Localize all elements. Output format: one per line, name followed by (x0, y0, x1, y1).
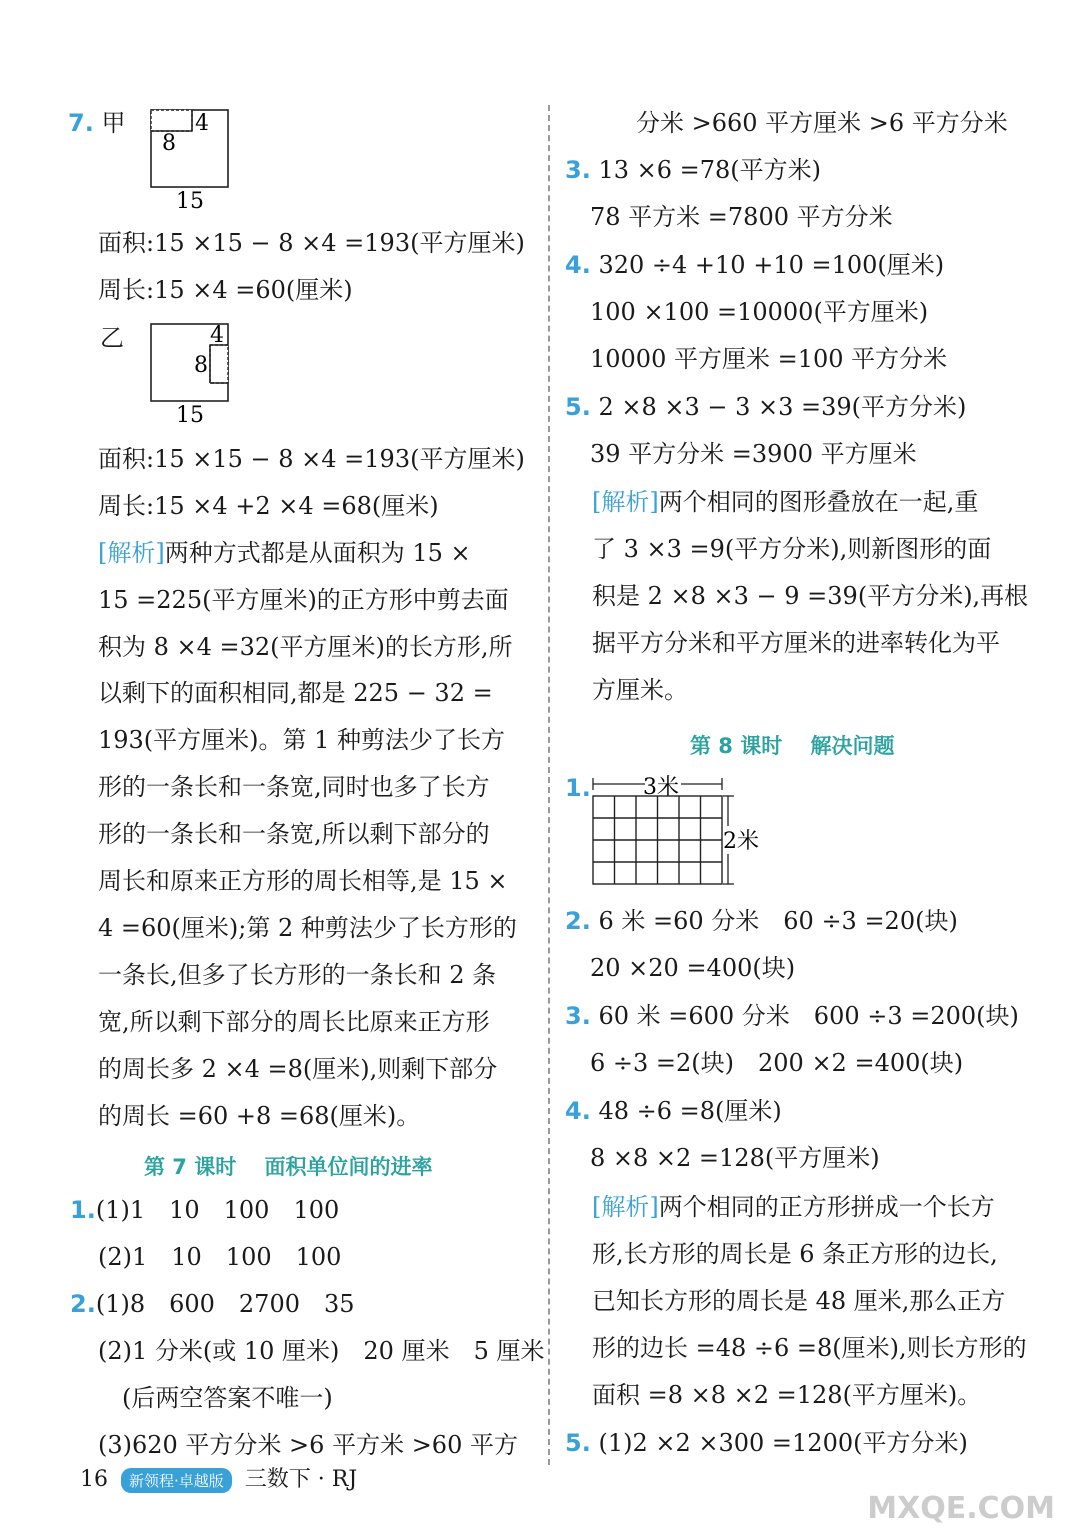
lesson8-q2-line: 20 ×20 =400(块) (590, 954, 796, 982)
lesson8-q1: 1. (565, 774, 591, 802)
grid-height-label: 2米 (723, 829, 759, 854)
lesson8-q3: 3. 60 米 =600 分米 600 ÷3 =200(块) (565, 1002, 1019, 1030)
right-analysis-line: 据平方分米和平方厘米的进率转化为平 (592, 629, 1000, 657)
fig-yi-top-label: 4 (210, 323, 224, 348)
lesson8-q5: 5. (1)2 ×2 ×300 =1200(平方分米) (565, 1429, 968, 1457)
analysis-tag: [解析] (592, 488, 659, 516)
right-q4-line: 100 ×100 =10000(平方厘米) (590, 298, 929, 326)
q7-analysis-line: 的周长 =60 +8 =68(厘米)。 (98, 1102, 421, 1130)
q7-analysis-line: 积为 8 ×4 =32(平方厘米)的长方形,所 (98, 633, 513, 661)
column-divider (548, 105, 550, 1465)
q7-analysis-line: 以剩下的面积相同,都是 225 − 32 = (98, 679, 493, 707)
right-q4: 4. 320 ÷4 +10 +10 =100(厘米) (565, 251, 945, 279)
right-analysis-line: 了 3 ×3 =9(平方分米),则新图形的面 (592, 535, 992, 563)
lesson7-heading: 第 7 课时 面积单位间的进率 (144, 1155, 433, 1179)
lesson8-analysis-line-0: [解析]两个相同的正方形拼成一个长方 (592, 1193, 995, 1221)
q7-analysis-line: 周长和原来正方形的周长相等,是 15 × (98, 867, 508, 895)
fig-jia-mid-label: 8 (162, 131, 176, 156)
lesson7-q1-line: (2)1 10 100 100 (98, 1243, 342, 1271)
fig-yi-bottom-label: 15 (176, 403, 204, 428)
lesson7-q1: 1.(1)1 10 100 100 (70, 1196, 340, 1224)
watermark: MXQE.COM (867, 1491, 1055, 1526)
right-q4-line: 10000 平方厘米 =100 平方分米 (590, 345, 948, 373)
q7-analysis-line: 4 =60(厘米);第 2 种剪法少了长方形的 (98, 914, 517, 942)
q7-jia-area: 面积:15 ×15 − 8 ×4 =193(平方厘米) (98, 229, 525, 257)
lesson8-analysis-line: 已知长方形的周长是 48 厘米,那么正方 (592, 1287, 1006, 1315)
figure-yi (140, 318, 240, 428)
q7-analysis-line: 一条长,但多了长方形的一条长和 2 条 (98, 961, 497, 989)
q7-jia-name: 甲 (101, 109, 126, 137)
fig-yi-mid-label: 8 (194, 353, 208, 378)
right-analysis-line: 积是 2 ×8 ×3 − 9 =39(平方分米),再根 (592, 582, 1029, 610)
q7-analysis-line: 形的一条长和一条宽,所以剩下部分的 (98, 820, 490, 848)
lesson8-grid-figure (585, 770, 775, 890)
right-q3: 3. 13 ×6 =78(平方米) (565, 156, 822, 184)
q7-analysis-line: 宽,所以剩下部分的周长比原来正方形 (98, 1008, 490, 1036)
figure-jia (140, 104, 240, 214)
lesson7-q2-line: (3)620 平方分米 >6 平方米 >60 平方 (98, 1431, 518, 1459)
grid-width-label: 3米 (643, 775, 679, 800)
lesson8-analysis-line: 面积 =8 ×8 ×2 =128(平方厘米)。 (592, 1381, 982, 1409)
lesson8-analysis-line: 形,长方形的周长是 6 条正方形的边长, (592, 1240, 998, 1268)
right-analysis-line-0: [解析]两个相同的图形叠放在一起,重 (592, 488, 979, 516)
q7-label: 7. (68, 109, 94, 137)
page-number: 16 (80, 1467, 108, 1492)
fig-jia-top-label: 4 (195, 111, 209, 136)
right-q5-line: 39 平方分米 =3900 平方厘米 (590, 440, 917, 468)
analysis-tag: [解析] (98, 539, 165, 567)
lesson8-q4-line: 8 ×8 ×2 =128(平方厘米) (590, 1144, 880, 1172)
q7-jia-perimeter: 周长:15 ×4 =60(厘米) (98, 276, 353, 304)
page-footer (80, 1462, 357, 1493)
book-label: 三数下 · RJ (244, 1467, 358, 1492)
q7-analysis-line-0: [解析]两种方式都是从面积为 15 × (98, 539, 471, 567)
lesson8-analysis-line: 形的边长 =48 ÷6 =8(厘米),则长方形的 (592, 1334, 1027, 1362)
analysis-tag: [解析] (592, 1193, 659, 1221)
q7-analysis-line: 15 =225(平方厘米)的正方形中剪去面 (98, 586, 509, 614)
lesson8-q2: 2. 6 米 =60 分米 60 ÷3 =20(块) (565, 907, 958, 935)
series-badge: 新领程·卓越版 (121, 1468, 232, 1493)
q7-analysis-line: 的周长多 2 ×4 =8(厘米),则剩下部分 (98, 1055, 498, 1083)
q7-analysis-line: 193(平方厘米)。第 1 种剪法少了长方 (98, 726, 506, 754)
right-analysis-line: 方厘米。 (592, 676, 688, 704)
q7-analysis-line: 形的一条长和一条宽,同时也多了长方 (98, 773, 490, 801)
lesson7-q2-line: (2)1 分米(或 10 厘米) 20 厘米 5 厘米 (98, 1337, 545, 1365)
right-continuation: 分米 >660 平方厘米 >6 平方分米 (636, 109, 1008, 137)
lesson8-q4: 4. 48 ÷6 =8(厘米) (565, 1097, 782, 1125)
right-q5: 5. 2 ×8 ×3 − 3 ×3 =39(平方分米) (565, 393, 967, 421)
lesson8-heading: 第 8 课时 解决问题 (690, 734, 895, 758)
fig-jia-bottom-label: 15 (176, 189, 204, 214)
lesson7-q2-line: (后两空答案不唯一) (98, 1384, 333, 1412)
q7-jia-header (68, 108, 125, 138)
q7-yi-perimeter: 周长:15 ×4 +2 ×4 =68(厘米) (98, 492, 439, 520)
q7-yi-area: 面积:15 ×15 − 8 ×4 =193(平方厘米) (98, 445, 525, 473)
q7-yi-name: 乙 (100, 324, 124, 352)
lesson8-q3-line: 6 ÷3 =2(块) 200 ×2 =400(块) (590, 1049, 964, 1077)
right-q3-line: 78 平方米 =7800 平方分米 (590, 203, 893, 231)
lesson7-q2: 2.(1)8 600 2700 35 (70, 1290, 355, 1318)
